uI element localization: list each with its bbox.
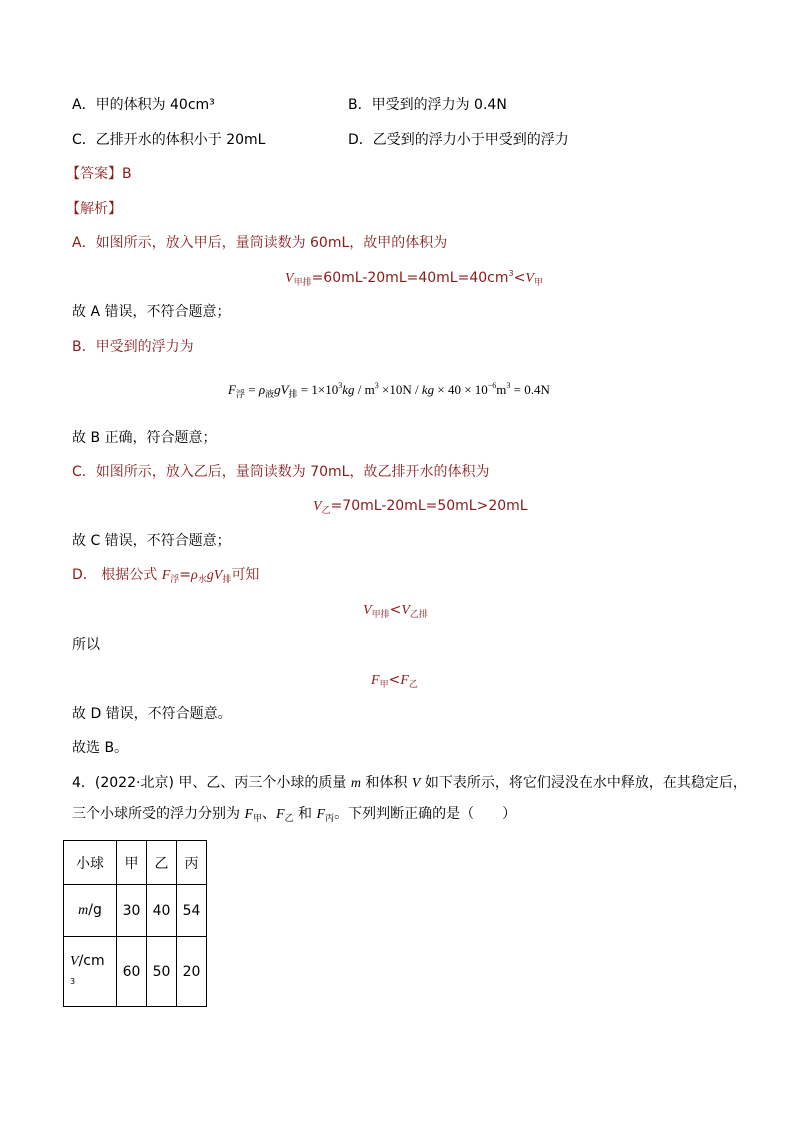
table-cell: 50 — [147, 937, 177, 1007]
analysis-c-formula: $V_乙=70mL-20mL=50mL>20mL$ — [313, 498, 528, 516]
analysis-c-text: C．如图所示，放入乙后，量筒读数为 70mL，故乙排开水的体积为 — [72, 464, 490, 480]
table-header-row — [64, 841, 207, 885]
table-cell: 60 — [117, 937, 147, 1007]
option-b: B．甲受到的浮力为 0.4N — [348, 97, 507, 113]
table-header-cell: 乙 — [147, 841, 177, 885]
analysis-b-formula: $F_浮 = \rho_液gV_排 = 1\times 10^3kg / m^3 \times 10N$ / kg × $40 \times 10^{-6}m^3 = 0.4N$ — [228, 381, 550, 399]
table-header-cell: 丙 — [177, 841, 207, 885]
table-header-cell: 甲 — [117, 841, 147, 885]
analysis-b-text: B．甲受到的浮力为 — [72, 339, 194, 355]
table-row-label: V/cm 3 — [64, 937, 117, 1007]
table-row — [64, 937, 207, 1007]
option-a: A．甲的体积为 40cm³ — [72, 97, 215, 113]
answer-line — [66, 164, 132, 184]
analysis-label: 【解析】 — [66, 201, 122, 217]
analysis-d-formula-2: $F_甲<F_乙$ — [371, 672, 418, 690]
analysis-d-text: D． 根据公式 $F_浮=\rho_水gV_排$可知 — [72, 567, 260, 585]
analysis-a-text: A．如图所示，放入甲后，量筒读数为 60mL，故甲的体积为 — [72, 235, 448, 251]
analysis-d-conclusion: 故 D 错误，不符合题意。 — [72, 706, 232, 722]
table-cell: 30 — [117, 885, 147, 937]
analysis-a-formula: $V_{甲排}=60mL-20mL=40mL=40cm^3<V_甲$ — [285, 269, 543, 288]
answer-label: 【答案】 — [66, 166, 122, 182]
table-cell: 54 — [177, 885, 207, 937]
question4-line2: 三个小球所受的浮力分别为 $F_甲$、$F_乙$ 和 $F_丙$。下列判断正确的是（ ） — [72, 806, 517, 824]
option-c: C．乙排开水的体积小于 20mL — [72, 132, 266, 148]
table-cell: 20 — [177, 937, 207, 1007]
question4-line1: 4．(2022·北京) 甲、乙、丙三个小球的质量 m 和体积 V 如下表所示，将它们浸没在水中释放，在其稳定后， — [72, 775, 747, 791]
table-row — [64, 885, 207, 937]
analysis-choose: 故选 B。 — [72, 740, 129, 756]
analysis-c-conclusion: 故 C 错误，不符合题意； — [72, 533, 231, 549]
table-row-label: m/g — [64, 885, 117, 937]
analysis-d-formula-1: $V_{甲排}<V_{乙排}$ — [363, 602, 428, 620]
answer-value: B — [122, 166, 132, 182]
table-header-cell: 小球 — [64, 841, 117, 885]
option-d: D．乙受到的浮力小于甲受到的浮力 — [348, 132, 569, 148]
analysis-a-conclusion: 故 A 错误，不符合题意； — [72, 304, 231, 320]
ball-data-table — [63, 840, 207, 1007]
analysis-b-conclusion: 故 B 正确，符合题意； — [72, 430, 217, 446]
table-cell: 40 — [147, 885, 177, 937]
analysis-suoyi: 所以 — [72, 637, 100, 653]
